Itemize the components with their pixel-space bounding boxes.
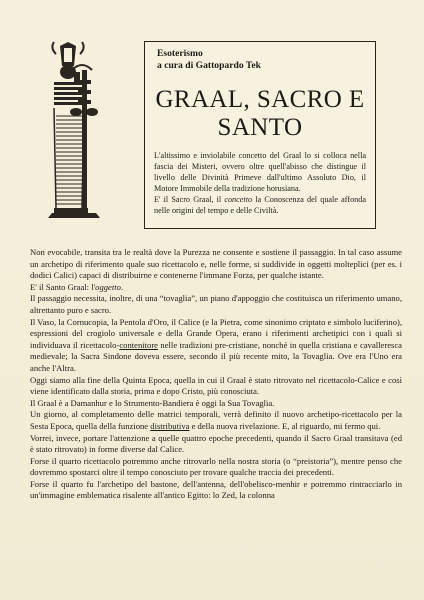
article-title: GRAAL, SACRO E SANTO — [155, 86, 365, 141]
body-paragraph: E' il Santo Graal: l'oggetto. — [30, 281, 124, 292]
body-paragraph: Oggi siamo alla fine della Quinta Epoca, quella in cui il Graal è stato ritrovato nel ricettacolo-Calice e così viene identificato dalla storia, prima e dopo Cristo, più conosciuta. — [30, 374, 402, 397]
body-paragraph: Non evocabile, transita tra le realtà dove la Purezza ne consente e sostiene il passaggio. In tal caso assume un archetipo di riferimento quale suo ricettacolo e, nelle forme, si suddivide in oggetti molteplici (per es. i dodici Calici) capaci di distribuirne e contenerne l'immane Forza, per qualche istante. — [30, 247, 402, 281]
article-kicker — [157, 48, 366, 71]
body-paragraph: Il passaggio necessita, inoltre, di una “tovaglia”, un piano d'appoggio che costituisca un riferimento umano, altrettanto puro e sacro. — [30, 293, 402, 315]
intro-paragraph-2: E' il Sacro Graal, il concetto la Conoscenza del quale affonda nelle origini del tempo e delle Civiltà. — [154, 195, 366, 215]
body-paragraph: Vorrei, invece, portare l'attenzione a quelle quattro epoche precedenti, quando il Sacro Graal transitava (ed è stato ritrovato) in forme diverse dal Calice. — [30, 432, 402, 455]
body-paragraph: Forse il quarto fu l'archetipo del bastone, dell'antenna, dell'obelisco-menhir e potremmo rintracciarlo in un'immagine emblematica risalente all'antico Egitto: lo Zed, la colonna — [30, 478, 402, 501]
article-header-box — [144, 41, 376, 229]
article-intro — [154, 150, 366, 216]
article-body — [30, 247, 402, 502]
body-paragraph: Il Graal è a Damanhur e lo Strumento-Bandiera è oggi la Sua Tovaglia. — [30, 397, 275, 408]
body-paragraph: Un giorno, al completamento delle matrici temporali, verrà definito il nuovo archetipo-ricettacolo per la Sesta Epoca, quella della funzione distributiva e della nuova rivelazione. E, al riguardo, mi fermo qui. — [30, 409, 402, 431]
body-paragraph: Il Vaso, la Cornucopia, la Pentola d'Oro, il Calice (e la Pietra, come sinonimo criptato e simbolo luciferino), espressioni del crogiolo universale e della Grande Opera, erano i riferimenti archetipici con i quali si individuava il ricettacolo-contenitore nelle tradizioni pre-cristiane, nonché in quella cristiana e cavalleresca medievale; la Sacra Sindone doveva essere, secondo il più recente mito, la Tovaglia. Ove era l'Uno era anche l'Altra. — [30, 316, 402, 373]
body-paragraph: Forse il quarto ricettacolo potremmo anche ritrovarlo nella nostra storia (o “preistoria”), mentre penso che dovremmo spostarci oltre il tempo conosciuto per trovare qualche traccia dei precedenti. — [30, 455, 402, 478]
author-credit: a cura di Gattopardo Tek — [157, 59, 261, 71]
egyptian-deity-illustration — [16, 40, 136, 225]
intro-paragraph-1: L'altissimo e inviolabile concetto del Graal lo si colloca nella fascia dei Misteri, ovvero oltre quell'abisso che distingue il livello delle Divinità Primeve dall'ultimo Assoluto Dio, il Motore Immobile della tradizione horusiana. — [154, 151, 366, 193]
section-label: Esoterismo — [157, 48, 203, 59]
